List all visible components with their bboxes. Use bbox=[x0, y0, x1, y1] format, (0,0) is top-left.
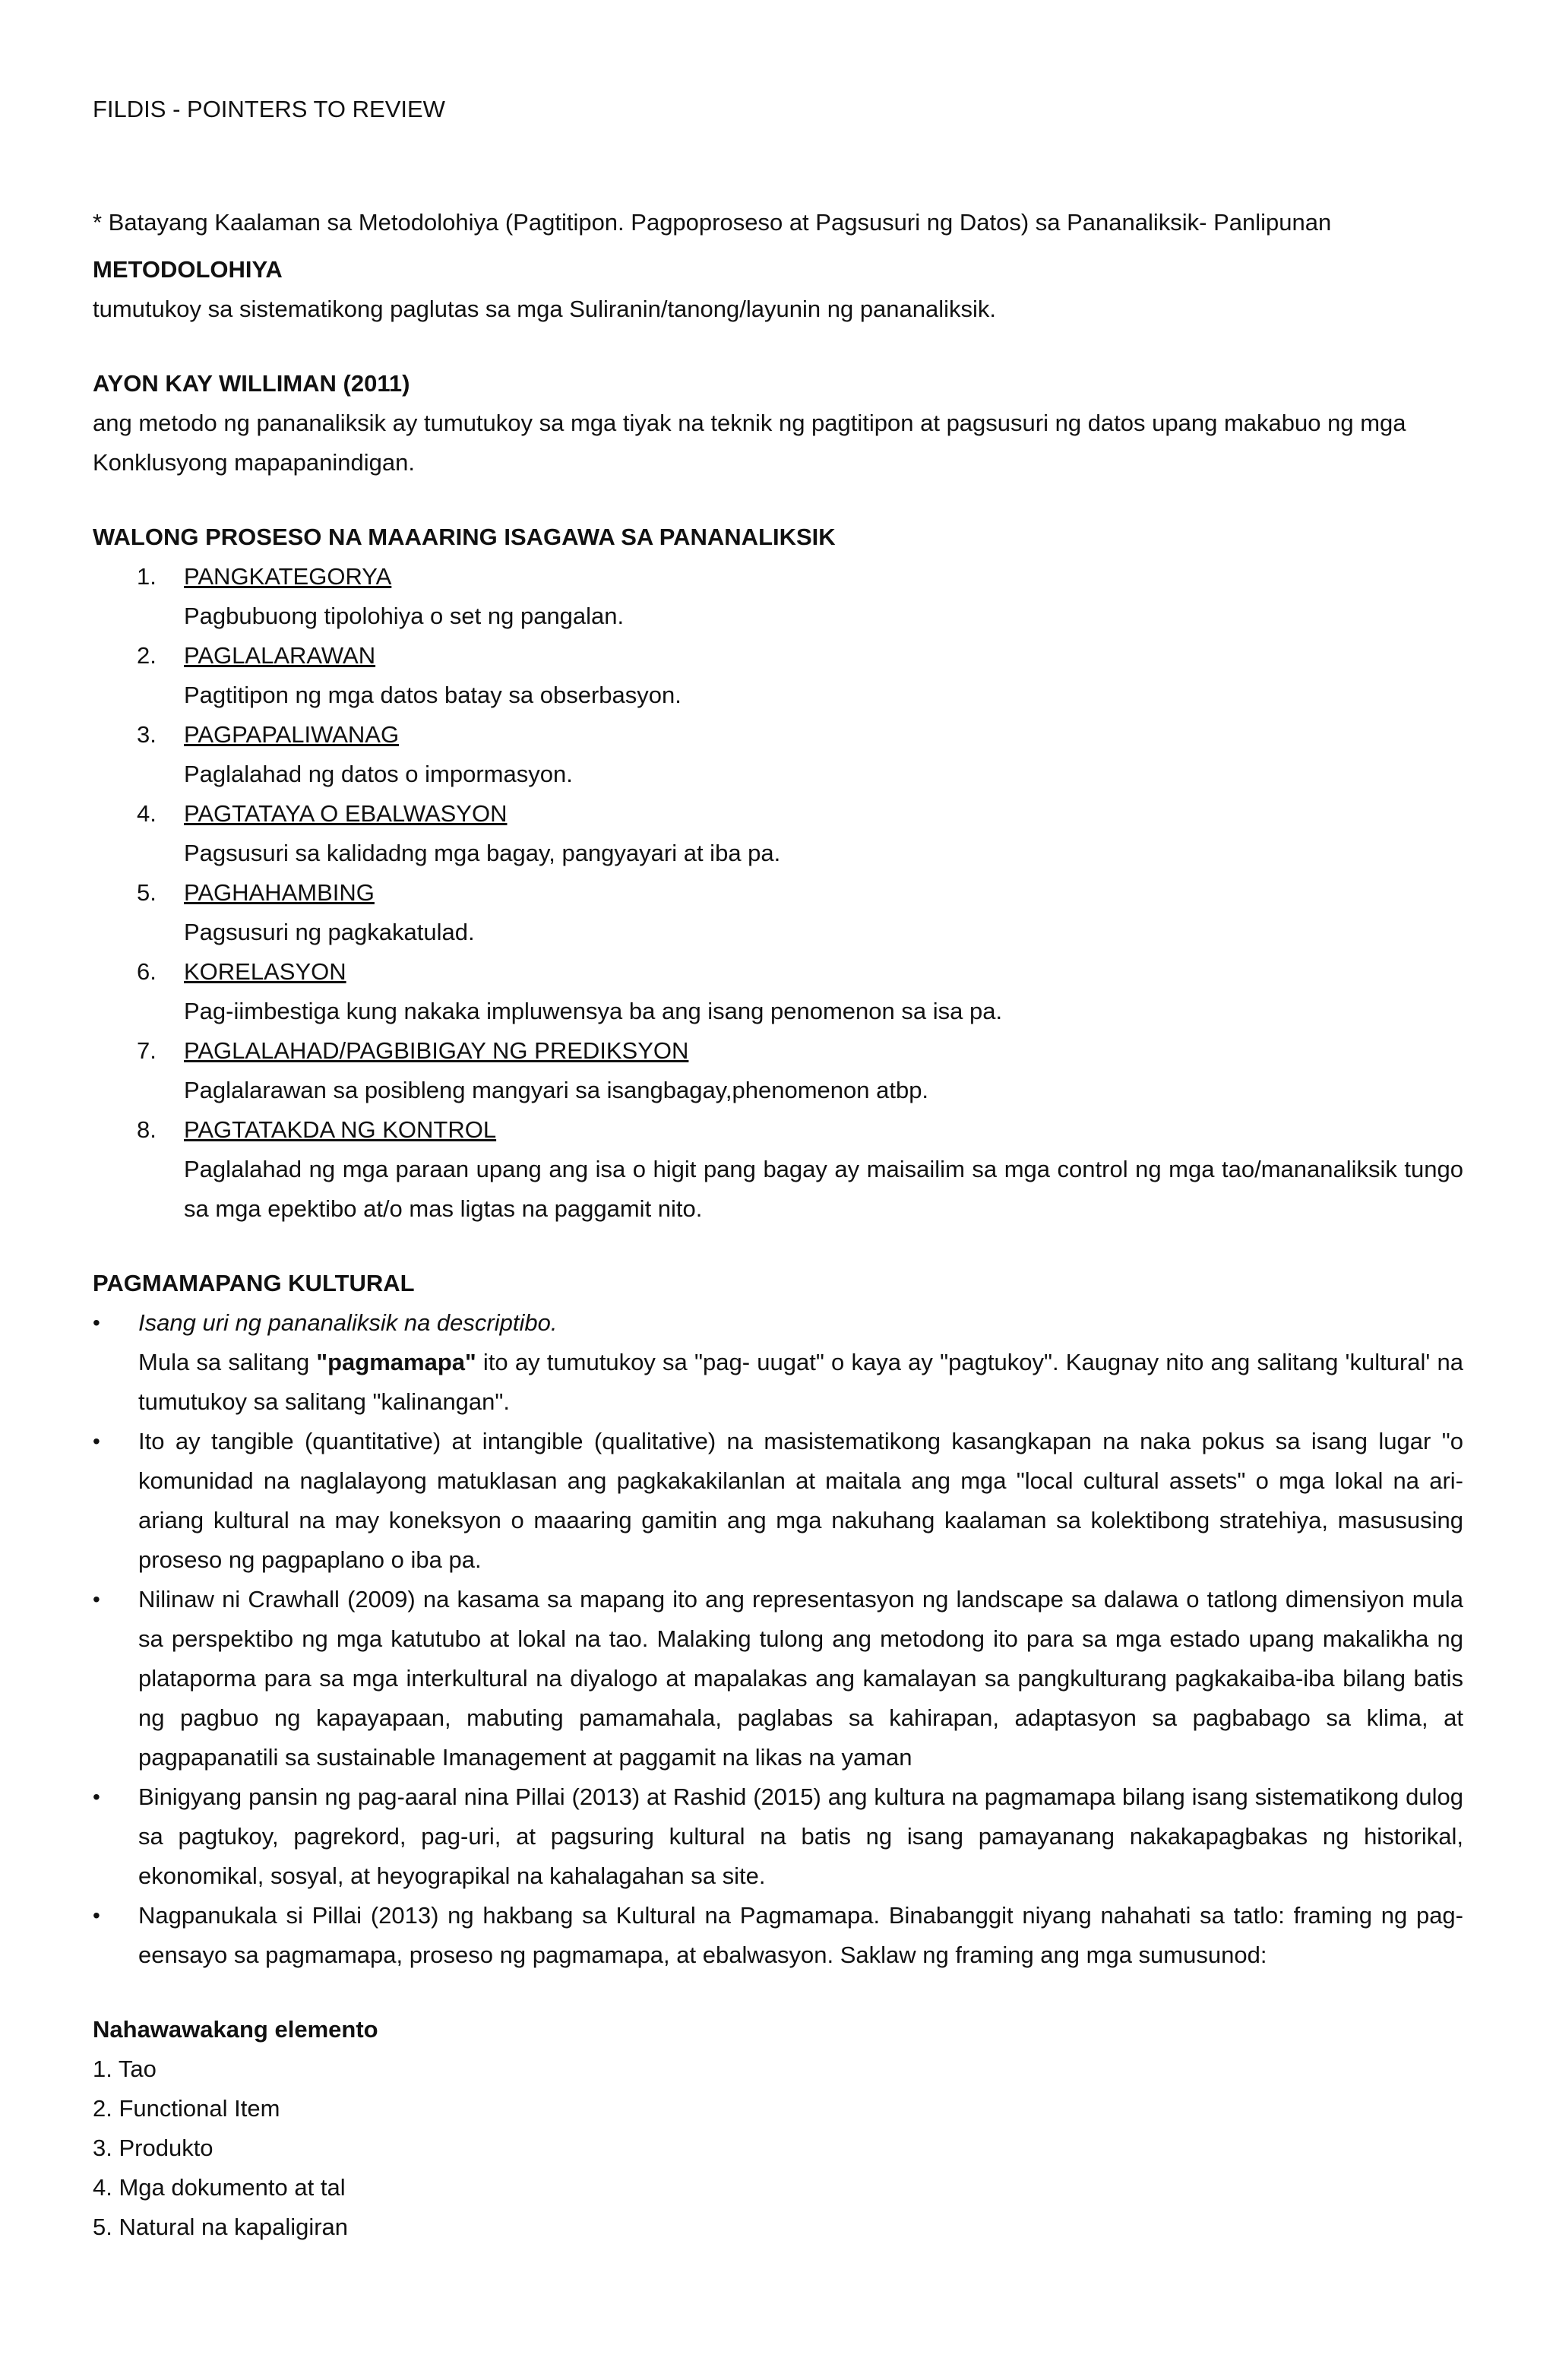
process-term: PAGLALAHAD/PAGBIBIGAY NG PREDIKSYON bbox=[184, 1037, 689, 1064]
process-term: PAGPAPALIWANAG bbox=[184, 721, 400, 748]
list-item bbox=[93, 873, 1463, 952]
list-item bbox=[93, 1303, 1463, 1422]
list-item bbox=[93, 1896, 1463, 1975]
list-item: 3. Produkto bbox=[93, 2135, 213, 2161]
process-desc: Pagbubuong tipolohiya o set ng pangalan. bbox=[184, 603, 625, 629]
process-desc: Pagsusuri ng pagkakatulad. bbox=[184, 919, 475, 945]
process-desc: Pagsusuri sa kalidadng mga bagay, pangyayari at iba pa. bbox=[184, 840, 781, 866]
list-number: 1. bbox=[137, 563, 157, 590]
bullet-icon: • bbox=[93, 1904, 100, 1927]
kultural-heading: PAGMAMAPANG KULTURAL bbox=[93, 1270, 415, 1296]
kultural-b3-text: Nilinaw ni Crawhall (2009) na kasama sa mapang ito ang representasyon ng landscape sa dalawa o tatlong dimensiyon mula sa perspektibo ng mga katutubo at lokal na tao. Malaking tulong ang metodong ito para sa mga estado upang makalikha ng plataporma para sa mga interkultural na diyalogo at mapalakas ang kamalayan sa pangkulturang pagkakaiba-iba bilang batis ng pagbuo ng kapayapaan, mabuting pamamahala, paglabas sa kahirapan, adaptasyon sa pagbabago sa klima, at pagpapanatili sa sustainable Imanagement at paggamit na likas na yaman bbox=[138, 1586, 1463, 1771]
process-desc: Pagtitipon ng mga datos batay sa obserbasyon. bbox=[184, 682, 682, 708]
proseso-list bbox=[93, 557, 1463, 1229]
list-item bbox=[93, 557, 1463, 636]
process-desc: Paglalahad ng datos o impormasyon. bbox=[184, 761, 573, 787]
process-term: PAGTATAYA O EBALWASYON bbox=[184, 800, 508, 827]
list-number: 2. bbox=[137, 642, 157, 669]
document-page bbox=[93, 90, 1463, 2247]
list-item bbox=[93, 1777, 1463, 1896]
list-item bbox=[93, 715, 1463, 794]
list-number: 4. bbox=[137, 800, 157, 827]
process-desc: Paglalahad ng mga paraan upang ang isa o higit pang bagay ay maisailim sa mga control ng mga tao/mananaliksik tungo sa mga epektibo at/o mas ligtas na paggamit nito. bbox=[184, 1156, 1463, 1222]
list-number: 7. bbox=[137, 1037, 157, 1064]
bullet-icon: • bbox=[93, 1429, 100, 1453]
intro-line: * Batayang Kaalaman sa Metodolohiya (Pagtitipon. Pagpoproseso at Pagsusuri ng Datos) sa Pananaliksik- Panlipunan bbox=[93, 209, 1332, 236]
kultural-b1-bold: "pagmamapa" bbox=[316, 1349, 476, 1375]
list-item bbox=[93, 1110, 1463, 1229]
process-term: PANGKATEGORYA bbox=[184, 563, 392, 590]
list-number: 8. bbox=[137, 1116, 157, 1143]
process-term: PAGLALARAWAN bbox=[184, 642, 376, 669]
process-desc: Paglalarawan sa posibleng mangyari sa isangbagay,phenomenon atbp. bbox=[184, 1077, 929, 1103]
list-number: 6. bbox=[137, 958, 157, 985]
document-title: FILDIS - POINTERS TO REVIEW bbox=[93, 96, 445, 122]
list-item bbox=[93, 636, 1463, 715]
list-item bbox=[93, 794, 1463, 873]
kultural-b1-post: ito ay tumutukoy sa "pag- uugat" o kaya ay "pagtukoy". Kaugnay nito ang salitang 'kultural' na tumutukoy sa salitang "kalinangan". bbox=[138, 1349, 1463, 1415]
list-number: 5. bbox=[137, 879, 157, 906]
list-number: 3. bbox=[137, 721, 157, 748]
kultural-bullets bbox=[93, 1303, 1463, 1975]
kultural-b1-pre: Mula sa salitang bbox=[138, 1349, 317, 1375]
bullet-icon: • bbox=[93, 1785, 100, 1809]
metodolohiya-text: tumutukoy sa sistematikong paglutas sa mga Suliranin/tanong/layunin ng pananaliksik. bbox=[93, 296, 997, 322]
process-term: PAGHAHAMBING bbox=[184, 879, 375, 906]
proseso-heading: WALONG PROSESO NA MAAARING ISAGAWA SA PANANALIKSIK bbox=[93, 524, 836, 550]
process-desc: Pag-iimbestiga kung nakaka impluwensya ba ang isang penomenon sa isa pa. bbox=[184, 998, 1003, 1024]
process-term: KORELASYON bbox=[184, 958, 346, 985]
bullet-icon: • bbox=[93, 1587, 100, 1611]
bullet-icon: • bbox=[93, 1311, 100, 1334]
list-item: 5. Natural na kapaligiran bbox=[93, 2214, 349, 2240]
metodolohiya-heading: METODOLOHIYA bbox=[93, 256, 283, 283]
list-item: 2. Functional Item bbox=[93, 2095, 280, 2122]
kultural-b1-text bbox=[138, 1343, 1463, 1422]
process-term: PAGTATAKDA NG KONTROL bbox=[184, 1116, 497, 1143]
list-item bbox=[93, 1031, 1463, 1110]
kultural-b5-text: Nagpanukala si Pillai (2013) ng hakbang sa Kultural na Pagmamapa. Binabanggit niyang nahahati sa tatlo: framing ng pag-eensayo sa pagmamapa, proseso ng pagmamapa, at ebalwasyon. Saklaw ng framing ang mga sumusunod: bbox=[138, 1902, 1463, 1968]
williman-heading: AYON KAY WILLIMAN (2011) bbox=[93, 370, 410, 397]
list-item bbox=[93, 1422, 1463, 1580]
list-item bbox=[93, 1580, 1463, 1777]
elemento-heading: Nahawawakang elemento bbox=[93, 2016, 378, 2043]
williman-text: ang metodo ng pananaliksik ay tumutukoy sa mga tiyak na teknik ng pagtitipon at pagsusuri ng datos upang makabuo ng mga Konklusyong mapapanindigan. bbox=[93, 410, 1406, 476]
list-item bbox=[93, 952, 1463, 1031]
list-item: 4. Mga dokumento at tal bbox=[93, 2174, 346, 2201]
kultural-b1-italic: Isang uri ng pananaliksik na descriptibo. bbox=[138, 1309, 558, 1336]
kultural-b2-text: Ito ay tangible (quantitative) at intangible (qualitative) na masistematikong kasangkapan na naka pokus sa isang lugar "o komunidad na naglalayong matuklasan ang pagkakakilanlan at maitala ang mga "local cultural assets" o mga lokal na ari- ariang kultural na may koneksyon o maaaring gamitin ang mga nakuhang kaalaman sa kolektibong stratehiya, masususing proseso ng pagpaplano o iba pa. bbox=[138, 1428, 1463, 1573]
list-item: 1. Tao bbox=[93, 2056, 157, 2082]
kultural-b4-text: Binigyang pansin ng pag-aaral nina Pillai (2013) at Rashid (2015) ang kultura na pagmamapa bilang isang sistematikong dulog sa pagtukoy, pagrekord, pag-uri, at pagsuring kultural na batis ng isang pamayanang nakakapagbakas ng historikal, ekonomikal, sosyal, at heyograpikal na kahalagahan sa site. bbox=[138, 1783, 1463, 1889]
